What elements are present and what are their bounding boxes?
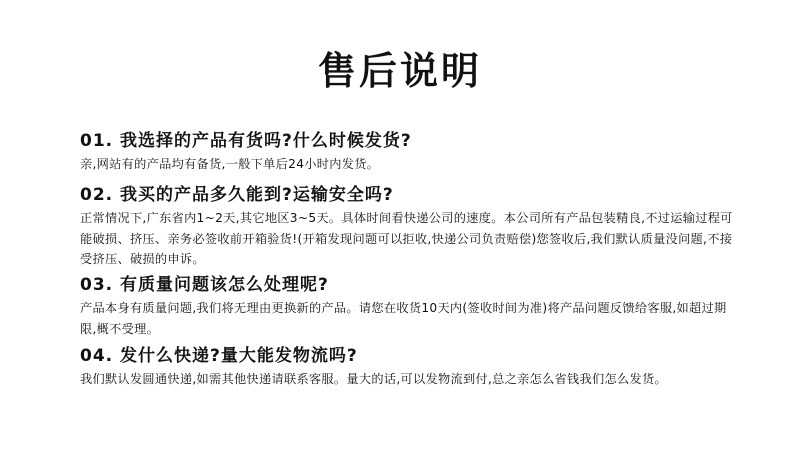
faq-item xyxy=(80,130,740,175)
faq-question: 01. 我选择的产品有货吗?什么时候发货? xyxy=(80,131,412,151)
page-title: 售后说明 xyxy=(317,49,482,93)
faq-question: 03. 有质量问题该怎么处理呢? xyxy=(80,275,329,295)
faq-answer: 我们默认发圆通快递,如需其他快递请联系客服。量大的话,可以发物流到付,总之亲怎么省钱我们怎么发货。 xyxy=(80,372,667,386)
faq-item xyxy=(80,184,740,270)
faq-item xyxy=(80,274,740,339)
faq-answer: 产品本身有质量问题,我们将无理由更换新的产品。请您在收货10天内(签收时间为准)将产品问题反馈给客服,如超过期限,概不受理。 xyxy=(80,301,727,336)
faq-question: 04. 发什么快递?量大能发物流吗? xyxy=(80,346,358,366)
faq-answer: 亲,网站有的产品均有备货,一般下单后24小时内发货。 xyxy=(80,157,380,171)
faq-question: 02. 我买的产品多久能到?运输安全吗? xyxy=(80,185,394,205)
faq-answer: 正常情况下,广东省内1~2天,其它地区3~5天。具体时间看快递公司的速度。本公司所有产品包装精良,不过运输过程可能破损、挤压、亲务必签收前开箱验货!(开箱发现问题可以拒收,快递公司负责赔偿)您签收后,我们默认质量没问题,不接受挤压、破损的申诉。 xyxy=(80,211,733,266)
faq-item xyxy=(80,345,740,390)
